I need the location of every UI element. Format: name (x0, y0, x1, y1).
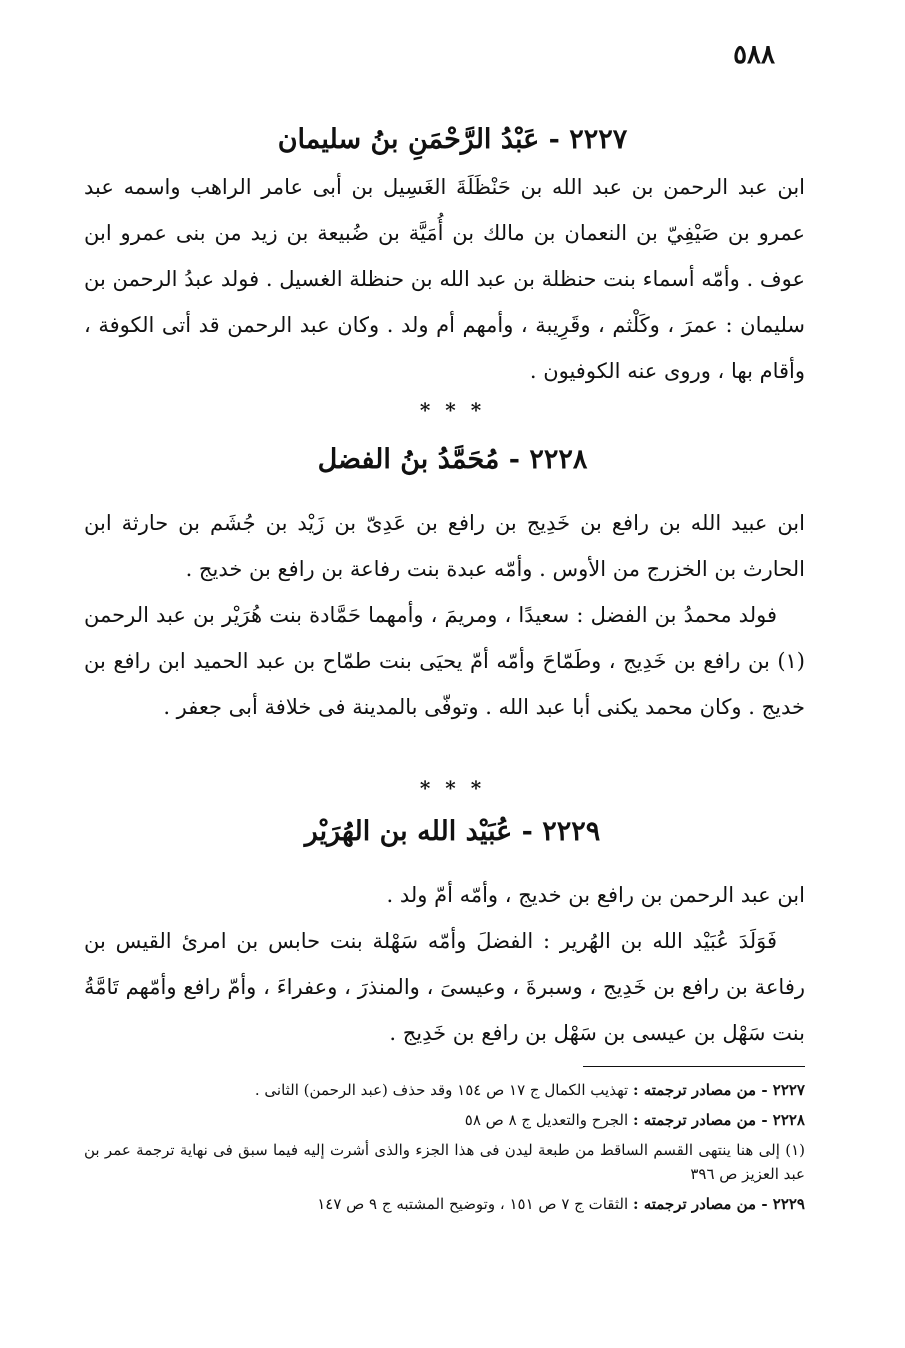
entry-paragraph: ابن عبد الرحمن بن رافع بن خديج ، وأمّه أمّ ولد . (386, 883, 805, 907)
footnote-text: تهذيب الكمال ج ١٧ ص ١٥٤ وقد حذف (عبد الرحمن) الثانى . (254, 1081, 629, 1099)
entry-paragraph: فولد محمدُ بن الفضل : سعيدًا ، ومريمَ ، وأمهما حَمَّادة بنت هُرَيْر بن عبد الرحمن (١) بن رافع بن خَدِيج ، وطَمّاحَ وأمّه أمّ يحيَى بنت طمّاح بن عبد الحميد ابن رافع بن خديج . وكان محمد يكنى أبا عبد الله . وتوفّى بالمدينة فى خلافة أبى جعفر . (84, 603, 805, 719)
footnotes (84, 1078, 805, 1222)
footnote-text: الثقات ج ٧ ص ١٥١ ، وتوضيح المشتبه ج ٩ ص ١٤٧ (317, 1195, 629, 1213)
entry-body-2228 (84, 500, 805, 730)
entry-paragraph: ابن عبيد الله بن رافع بن خَدِيج بن رافع بن عَدِىّ بن زَيْد بن جُشَم بن حارثة ابن الحارث بن الخزرج من الأوس . وأمّه عبدة بنت رفاعة بن رافع بن خديج . (84, 511, 805, 581)
entry-body-2229 (84, 872, 805, 1056)
page-number: ٥٨٨ (733, 40, 775, 70)
footnote-item (84, 1192, 805, 1216)
entry-title-2227: ٢٢٢٧ - عَبْدُ الرَّحْمَنِ بنُ سليمان (277, 124, 628, 155)
footnote-item (84, 1108, 805, 1132)
entry-title-2229: ٢٢٢٩ - عُبَيْد الله بن الهُرَيْر (304, 816, 601, 847)
footnote-divider (583, 1066, 805, 1067)
entry-paragraph: ابن عبد الرحمن بن عبد الله بن حَنْظَلَةَ الغَسِيل بن أبى عامر الراهب واسمه عبد عمرو بن صَيْفِيّ بن النعمان بن مالك بن أُمَيَّة بن ضُبيعة بن زيد من بنى عمرو ابن عوف . وأمّه أسماء بنت حنظلة بن عبد الله بن حنظلة الغسيل . فولد عبدُ الرحمن بن سليمان : عمرَ ، وكَلْثم ، وقَرِيبة ، وأمهم أم ولد . وكان عبد الرحمن قد أتى الكوفة ، وأقام بها ، وروى عنه الكوفيون . (84, 175, 805, 383)
entry-title-2228: ٢٢٢٨ - مُحَمَّدُ بنُ الفضل (317, 444, 588, 475)
section-separator: * * * (419, 398, 486, 422)
footnote-lead: ٢٢٢٨ - من مصادر ترجمته : (632, 1111, 805, 1129)
footnote-item (84, 1138, 805, 1186)
footnote-text: الجرح والتعديل ج ٨ ص ٥٨ (464, 1111, 629, 1129)
footnote-lead: ٢٢٢٩ - من مصادر ترجمته : (632, 1195, 805, 1213)
section-separator: * * * (419, 776, 486, 800)
footnote-item (84, 1078, 805, 1102)
entry-paragraph: فَوَلَدَ عُبَيْد الله بن الهُرير : الفضلَ وأمّه سَهْلة بنت حابس بن امرئ القيس بن رفاعة بن رافع بن خَدِيج ، وسبرةَ ، وعيسىَ ، والمنذرَ ، وعفراءَ ، وأمّ رافع وأمّهم تَامَّةُ بنت سَهْل بن عيسى بن سَهْل بن رافع بن خَدِيج . (84, 929, 805, 1045)
footnote-text: (١) إلى هنا ينتهى القسم الساقط من طبعة ليدن فى هذا الجزء والذى أشرت إليه فيما سبق فى نهاية ترجمة عمر بن عبد العزيز ص ٣٩٦ (84, 1141, 805, 1183)
footnote-lead: ٢٢٢٧ - من مصادر ترجمته : (632, 1081, 805, 1099)
entry-body-2227 (84, 164, 805, 394)
